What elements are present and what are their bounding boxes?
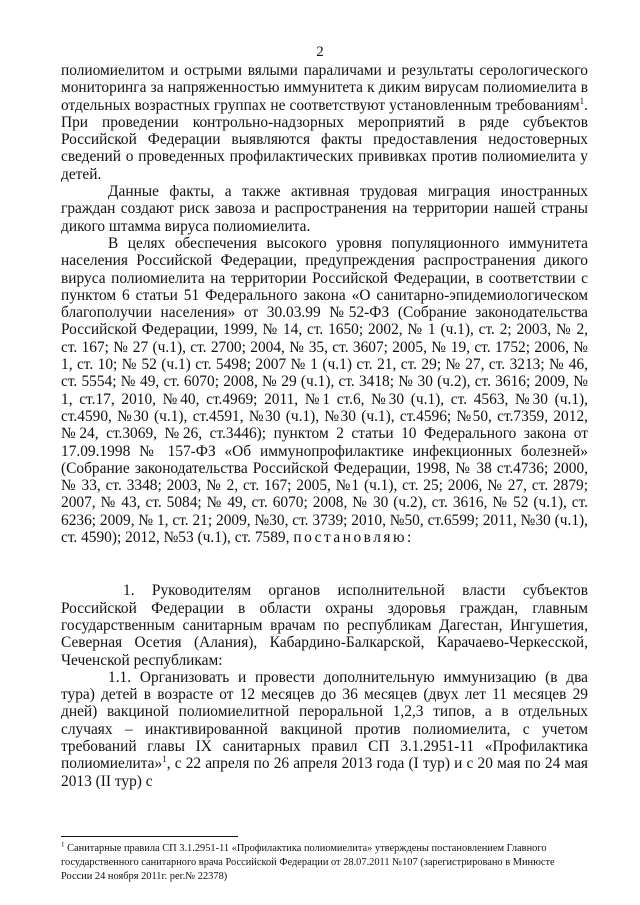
paragraph-legal-basis-text: В целях обеспечения высокого уровня популяционного иммунитета населения Российской Федерации, предупреждения распространения дикого вируса полиомиелита на территории Российской Федерации, в соответствии с пунктом 6 статьи 51 Федерального закона «О санитарно-эпидемиологическом благополучии населения» от 30.03.99 №52-ФЗ (Собрание законодательства Российской Федерации, 1999, № 14, ст. 1650; 2002, № 1 (ч.1), ст. 2; 2003, № 2, ст. 167; № 27 (ч.1), ст. 2700; 2004, № 35, ст. 3607; 2005, № 19, ст. 1752; 2006, № 1, ст. 10; № 52 (ч.1) ст. 5498; 2007 № 1 (ч.1) ст. 21, ст. 29; № 27, ст. 3213; № 46, ст. 5554; № 49, ст. 6070; 2008, № 29 (ч.1), ст. 3418; № 30 (ч.2), ст. 3616; 2009, № 1, ст.17, 2010, №40, ст.4969; 2011, №1 ст.6, №30 (ч.1), ст. 4563, №30 (ч.1), ст.4590, №30 (ч.1), ст.4591, №30 (ч.1), №30 (ч.1), ст.4596; №50, ст.7359, 2012, №24, ст.3069, №26, ст.3446); пунктом 2 статьи 10 Федерального закона от 17.09.1998 № 157-ФЗ «Об иммунопрофилактике инфекционных болезней» (Собрание законодательства Российской Федерации, 1998, № 38 ст.4736; 2000, № 33, ст. 3348; 2003, № 2, ст. 167; 2005, №1 (ч.1), ст. 25; 2006, № 27, ст. 2879; 2007, № 43, ст. 5084; № 49, ст. 6070; 2008, № 30 (ч.2), ст. 3616, № 52 (ч.1), ст. 6236; 2009, № 1, ст. 21; 2009, №30, ст. 3739; 2010, №50, ст.6599; 2011, №30 (ч.1), ст. 4590); 2012, №53 (ч.1), ст. 7589, <box>61 234 588 547</box>
document-body <box>61 62 588 790</box>
paragraph-monitoring-text-b: . При проведении контрольно-надзорных мероприятий в ряде субъектов Российской Федерации выявляются факты предоставления недостоверных сведений о проведенных профилактических прививках против полиомиелита у детей. <box>61 96 588 183</box>
footnote <box>61 842 588 884</box>
paragraph-item-1: 1. Руководителям органов исполнительной власти субъектов Российской Федерации в области охраны здоровья граждан, главным государственным санитарным врачам по республикам Дагестан, Ингушетия, Северная Осетия (Алания), Кабардино-Балкарской, Карачаево-Черкесской, Чеченской республикам: <box>61 582 588 669</box>
paragraph-migration-risk: Данные факты, а также активная трудовая миграция иностранных граждан создают риск завоза и распространения на территории нашей страны дикого штамма вируса полиомиелита. <box>61 183 588 235</box>
paragraph-item-1-1 <box>61 669 588 790</box>
footnote-divider <box>61 836 238 837</box>
page-number: 2 <box>316 44 324 60</box>
footnote-text: Санитарные правила СП 3.1.2951-11 «Профилактика полиомиелита» утверждены постановлением Главного государственного санитарного врача Российской Федерации от 28.07.2011 №107 (зарегистрировано в Минюсте России 24 ноября 2011г. рег.№ 22378) <box>61 843 555 882</box>
paragraph-item-1-1-text-b: , с 22 апреля по 26 апреля 2013 года (I тур) и с 20 мая по 24 мая 2013 (II тур) с <box>61 755 588 790</box>
paragraph-monitoring-text-a: полиомиелитом и острыми вялыми параличами и результаты серологического мониторинга за напряженностью иммунитета к диким вирусам полиомиелита в отдельных возрастных группах не соответствуют установленным требованиям <box>61 62 588 114</box>
footnote-marker: 1 <box>61 840 65 849</box>
paragraph-legal-basis <box>61 235 588 546</box>
footnote-ref[interactable]: 1 <box>162 754 167 765</box>
decree-word: постановляю: <box>293 529 414 547</box>
section-spacer <box>61 546 588 582</box>
paragraph-item-1-1-text-a: 1.1. Организовать и провести дополнительную иммунизацию (в два тура) детей в возрасте от 12 месяцев до 36 месяцев (двух лет 11 месяцев 29 дней) вакциной полиомиелитной пероральной 1,2,3 типов, а в отдельных случаях – инактивированной вакциной против полиомиелита, с учетом требований главы IX санитарных правил СП 3.1.2951-11 «Профилактика полиомиелита» <box>61 668 588 773</box>
footnote-ref[interactable]: 1 <box>579 95 585 106</box>
paragraph-monitoring <box>61 62 588 183</box>
